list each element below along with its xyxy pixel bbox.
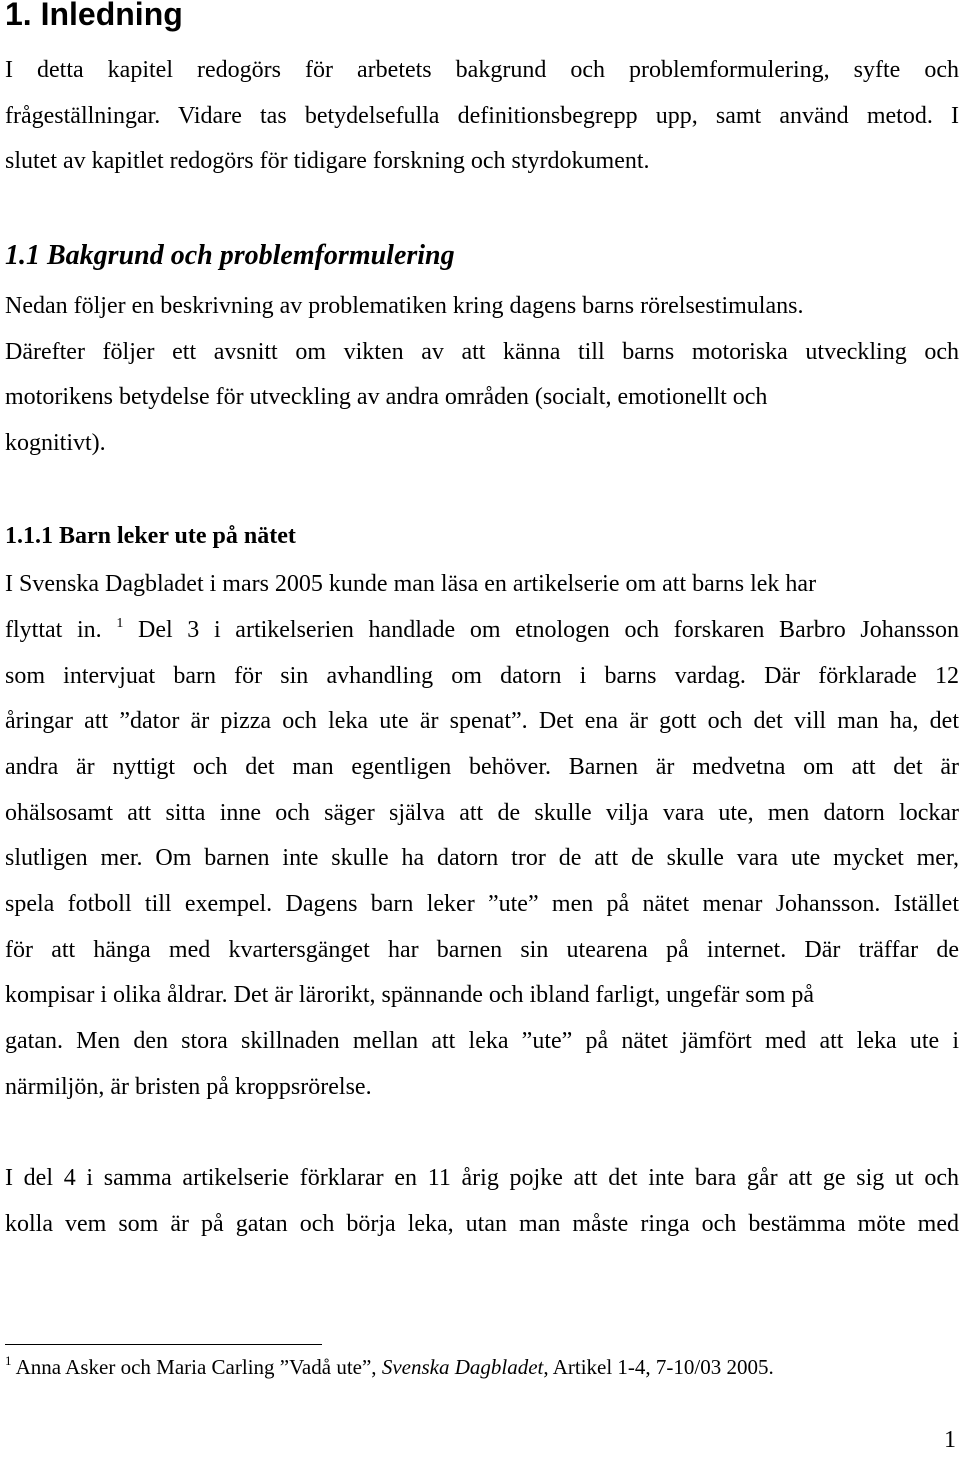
para1-line-4: åringar att ”dator är pizza och leka ute är spenat”. Det ena är gott och det vill man ha, det <box>5 708 959 734</box>
footnote-text-after: , Artikel 1-4, 7-10/03 2005. <box>543 1355 774 1379</box>
para1-line-2 <box>5 615 959 645</box>
intro-line-2: frågeställningar. Vidare tas betydelsefulla definitionsbegrepp upp, samt använd metod. I <box>5 103 959 129</box>
section-line-4: kognitivt). <box>5 430 106 456</box>
para1-line-11: gatan. Men den stora skillnaden mellan att leka ”ute” på nätet jämfört med att leka ute i <box>5 1028 959 1054</box>
footnote-source-title: Svenska Dagbladet <box>381 1355 544 1379</box>
para1-line-7: slutligen mer. Om barnen inte skulle ha datorn tror de att de skulle vara ute mycket mer, <box>5 845 959 871</box>
chapter-heading: 1. Inledning <box>5 0 183 32</box>
footnote-number: 1 <box>5 1353 12 1368</box>
footnote-divider <box>5 1344 322 1345</box>
para1-line-1: I Svenska Dagbladet i mars 2005 kunde man läsa en artikelserie om att barns lek har <box>5 571 817 597</box>
para1-line-6: ohälsosamt att sitta inne och säger själva att de skulle vilja vara ute, men datorn lockar <box>5 800 959 826</box>
para2-line-2: kolla vem som är på gatan och börja leka, utan man måste ringa och bestämma möte med <box>5 1211 959 1237</box>
para1-line-8: spela fotboll till exempel. Dagens barn leker ”ute” men på nätet menar Johansson. Istället <box>5 891 959 917</box>
section-line-2: Därefter följer ett avsnitt om vikten av att känna till barns motoriska utveckling och <box>5 339 959 365</box>
section-line-1: Nedan följer en beskrivning av problematiken kring dagens barns rörelsestimulans. <box>5 293 804 319</box>
page-number: 1 <box>944 1427 956 1453</box>
section-heading: 1.1 Bakgrund och problemformulering <box>5 240 455 271</box>
footnote-reference: 1 <box>116 616 124 631</box>
para2-line-1: I del 4 i samma artikelserie förklarar en 11 årig pojke att det inte bara går att ge sig ut och <box>5 1165 959 1191</box>
intro-line-1: I detta kapitel redogörs för arbetets bakgrund och problemformulering, syfte och <box>5 57 959 83</box>
para1-line-2-after: Del 3 i artikelserien handlade om etnologen och forskaren Barbro Johansson <box>138 617 960 643</box>
intro-line-3: slutet av kapitlet redogörs för tidigare forskning och styrdokument. <box>5 148 650 174</box>
para1-line-10: kompisar i olika åldrar. Det är lärorikt, spännande och ibland farligt, ungefär som på <box>5 982 815 1008</box>
para1-line-9: för att hänga med kvartersgänget har barnen sin utearena på internet. Där träffar de <box>5 937 959 963</box>
subsection-heading: 1.1.1 Barn leker ute på nätet <box>5 523 296 549</box>
footnote-text-before: Anna Asker och Maria Carling ”Vadå ute”, <box>15 1355 377 1379</box>
para1-line-2-before: flyttat in. <box>5 617 102 643</box>
para1-line-3: som intervjuat barn för sin avhandling om datorn i barns vardag. Där förklarade 12 <box>5 663 959 689</box>
section-line-3: motorikens betydelse för utveckling av andra områden (socialt, emotionellt och <box>5 384 768 410</box>
para1-line-5: andra är nyttigt och det man egentligen behöver. Barnen är medvetna om att det är <box>5 754 959 780</box>
footnote <box>5 1352 774 1382</box>
para1-line-12: närmiljön, är bristen på kroppsrörelse. <box>5 1074 372 1100</box>
